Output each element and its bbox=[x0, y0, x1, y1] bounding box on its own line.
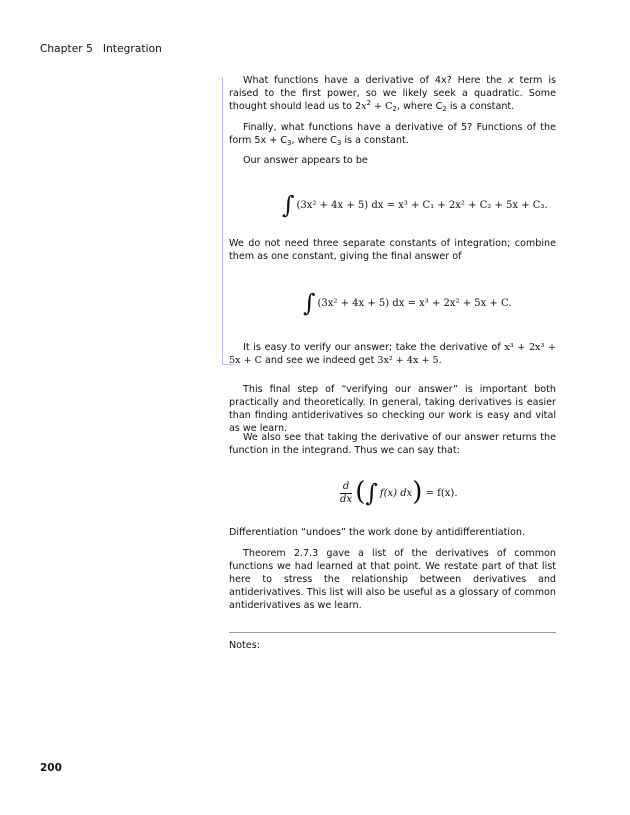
equation-fundamental: $\frac{d}{dx}$ (∫ f(x) dx) = f(x). bbox=[340, 477, 458, 507]
equation-three-constants: ∫ (3x² + 4x + 5) dx = x³ + C₁ + 2x² + C₂ + 5x + C₃. bbox=[282, 191, 548, 219]
notes-divider bbox=[229, 632, 556, 633]
paragraph-undoes: Differentiation “undoes” the work done by antidifferentiation. bbox=[229, 527, 525, 538]
left-paren: ( bbox=[355, 477, 366, 507]
paragraph-theorem-list: Theorem 2.7.3 gave a list of the derivatives of common functions we had learned at that point. We restate part of that list here to stress the relationship between derivatives and antiderivatives. This list will also be useful as a glossary of common antiderivatives as we learn. bbox=[229, 548, 556, 611]
paragraph-quadratic: What functions have a derivative of 4x? Here the x term is raised to the first power, so we likely seek a quadratic. Some thought should lead us to $2x^2 + C_2$, where $C_2$ is a constant. bbox=[229, 75, 556, 113]
paragraph-linear: Finally, what functions have a derivative of 5? Functions of the form $5x + C_3$, where $C_3$ is a constant. bbox=[229, 122, 556, 147]
equation-final-answer: ∫ (3x² + 4x + 5) dx = x³ + 2x² + 5x + C. bbox=[303, 289, 512, 317]
integral-sign: ∫ bbox=[365, 479, 378, 507]
derivative-operator: $\frac{d}{dx}$ bbox=[340, 481, 353, 505]
notes-label: Notes: bbox=[229, 640, 260, 651]
chapter-label: Chapter 5 bbox=[40, 43, 93, 55]
paragraph-derivative-returns: We also see that taking the derivative of our answer returns the function in the integrand. Thus we can say that: bbox=[229, 432, 556, 456]
paragraph-combine-constants: We do not need three separate constants of integration; combine them as one constant, giving the final answer of bbox=[229, 238, 556, 262]
margin-change-bar bbox=[222, 77, 223, 365]
paragraph-verifying-importance: This final step of “verifying our answer” is important both practically and theoretically. In general, taking derivatives is easier than finding antiderivatives so checking our work is easy and vital as we learn. bbox=[229, 384, 556, 434]
integral-sign: ∫ bbox=[282, 191, 295, 219]
paragraph-verify: It is easy to verify our answer; take the derivative of x³ + 2x³ + 5x + C and see we indeed get 3x² + 4x + 5. bbox=[229, 342, 557, 366]
paragraph-answer-intro: Our answer appears to be bbox=[243, 155, 368, 166]
integral-sign: ∫ bbox=[303, 289, 316, 317]
right-paren: ) bbox=[412, 477, 423, 507]
running-header bbox=[40, 43, 162, 55]
section-label: Integration bbox=[102, 43, 162, 55]
page-number: 200 bbox=[40, 762, 62, 774]
